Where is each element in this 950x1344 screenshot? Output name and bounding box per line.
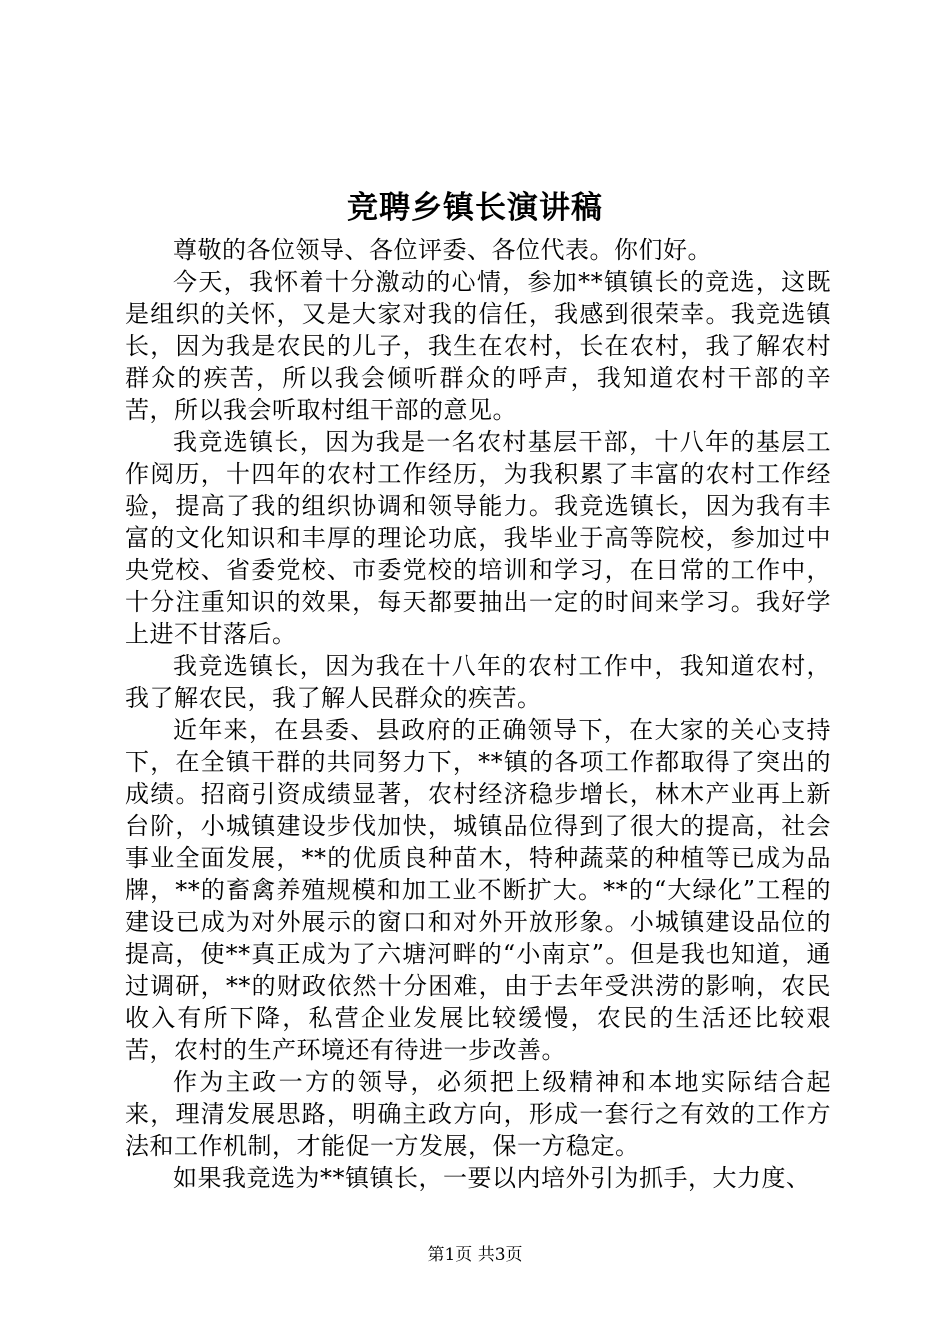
paragraph-plan: 如果我竞选为**镇镇长，一要以内培外引为抓手，大力度、 (173, 1164, 811, 1192)
paragraph-understanding: 我竞选镇长，因为我在十八年的农村工作中，我知道农村，我了解农民，我了解人民群众的疾苦。 (125, 652, 831, 712)
paragraph-leadership: 作为主政一方的领导，必须把上级精神和本地实际结合起来，理清发展思路，明确主政方向，形成一套行之有效的工作方法和工作机制，才能促一方发展，保一方稳定。 (125, 1068, 831, 1160)
page-number-footer: 第1页 共3页 (427, 1245, 523, 1265)
page-title: 竞聘乡镇长演讲稿 (347, 190, 603, 226)
paragraph-greeting: 尊敬的各位领导、各位评委、各位代表。你们好。 (173, 236, 712, 264)
paragraph-achievements: 近年来，在县委、县政府的正确领导下，在大家的关心支持下，在全镇干群的共同努力下，**镇的各项工作都取得了突出的成绩。招商引资成绩显著，农村经济稳步增长，林木产业再上新台阶，小城镇建设步伐加快，城镇品位得到了很大的提高，社会事业全面发展，**的优质良种苗木，特种蔬菜的种植等已成为品牌，**的畜禽养殖规模和加工业不断扩大。**的“大绿化”工程的建设已成为对外展示的窗口和对外开放形象。小城镇建设品位的提高，使**真正成为了六塘河畔的“小南京”。但是我也知道，通过调研，**的财政依然十分困难，由于去年受洪涝的影响，农民收入有所下降，私营企业发展比较缓慢，农民的生活还比较艰苦，农村的生产环境还有待进一步改善。 (125, 716, 831, 1064)
paragraph-intro: 今天，我怀着十分激动的心情，参加**镇镇长的竞选，这既是组织的关怀，又是大家对我的信任，我感到很荣幸。我竞选镇长，因为我是农民的儿子，我生在农村，长在农村，我了解农村群众的疾苦，所以我会倾听群众的呼声，我知道农村干部的辛苦，所以我会听取村组干部的意见。 (125, 268, 831, 424)
document-body (125, 234, 831, 1194)
paragraph-experience: 我竞选镇长，因为我是一名农村基层干部，十八年的基层工作阅历，十四年的农村工作经历，为我积累了丰富的农村工作经验，提高了我的组织协调和领导能力。我竞选镇长，因为我有丰富的文化知识和丰厚的理论功底，我毕业于高等院校，参加过中央党校、省委党校、市委党校的培训和学习，在日常的工作中，十分注重知识的效果，每天都要抽出一定的时间来学习。我好学上进不甘落后。 (125, 428, 831, 648)
